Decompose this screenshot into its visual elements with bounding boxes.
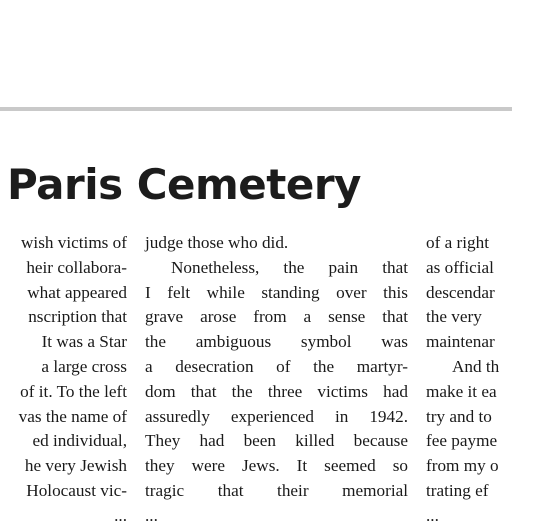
text-column-right	[426, 231, 536, 525]
text-line: ed individual,	[32, 431, 127, 451]
text-column-middle	[145, 231, 408, 525]
article-headline: Paris Cemetery	[7, 160, 361, 209]
text-line: what appeared	[27, 282, 127, 302]
text-line: grave arose from a sense that	[145, 307, 408, 327]
text-line: heir collabora-	[26, 257, 127, 277]
text-line: ...	[426, 505, 439, 525]
text-line: nscription that	[28, 307, 127, 327]
text-line: maintenar	[426, 332, 495, 352]
text-line: make it ea	[426, 381, 497, 401]
text-line: the ambiguous symbol was	[145, 332, 408, 352]
text-line: judge those who did.	[145, 233, 289, 252]
text-line: And th	[452, 356, 500, 376]
text-line: assuredly experienced in 1942.	[145, 406, 408, 426]
text-line: wish victims of	[21, 233, 127, 252]
text-line: from my o	[426, 456, 499, 476]
text-line: as official	[426, 257, 494, 277]
text-line: he very Jewish	[24, 456, 127, 476]
text-line: trating ef	[426, 480, 489, 500]
text-line: tragic that their memorial	[145, 480, 408, 500]
text-line: ...	[145, 505, 158, 525]
text-line: descendar	[426, 282, 495, 302]
text-column-left	[0, 231, 127, 525]
text-line: they were Jews. It seemed so	[145, 456, 408, 476]
text-line: Holocaust vic-	[26, 480, 127, 500]
text-line: Nonetheless, the pain that	[171, 257, 408, 277]
text-line: of it. To the left	[20, 381, 127, 401]
header-divider-rule	[0, 107, 512, 111]
text-line: I felt while standing over this	[145, 282, 408, 302]
text-line: a large cross	[41, 356, 127, 376]
text-line: a desecration of the martyr-	[145, 356, 408, 376]
text-line: of a right	[426, 233, 490, 252]
text-line: ...	[114, 505, 127, 525]
text-line: They had been killed because	[145, 431, 408, 451]
text-line: dom that the three victims had	[145, 381, 408, 401]
text-line: the very	[426, 307, 482, 327]
text-line: It was a Star	[41, 332, 127, 352]
text-line: fee payme	[426, 431, 498, 451]
text-line: vas the name of	[18, 406, 127, 426]
text-line: try and to	[426, 406, 492, 426]
